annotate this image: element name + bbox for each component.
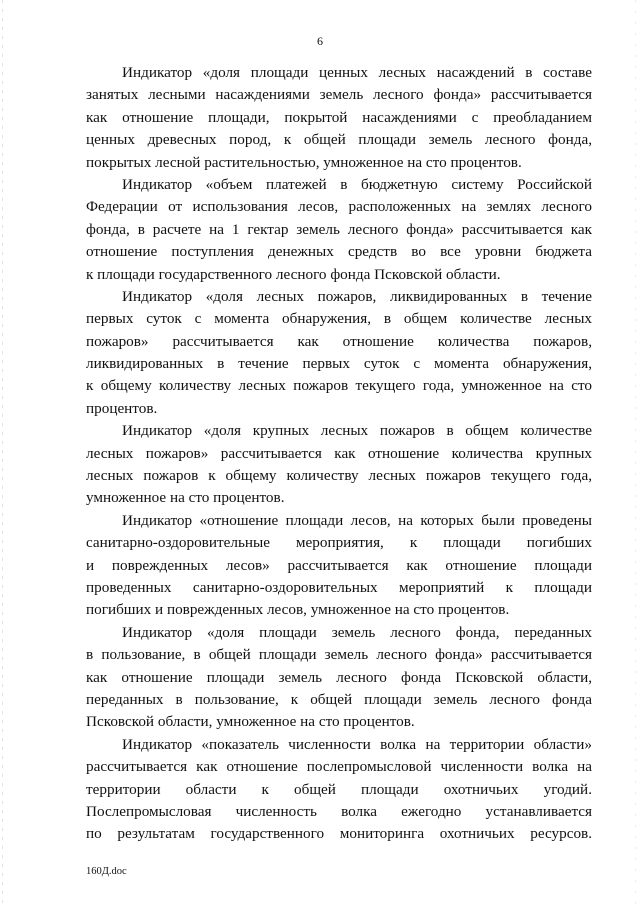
- body-text: [86, 62, 592, 846]
- paragraph-line: лесных пожаров к общему количеству лесных пожаров текущего года,: [86, 467, 592, 485]
- paragraph-line: Индикатор «доля крупных лесных пожаров в общем количестве: [122, 422, 592, 440]
- paragraph-line: по результатам государственного мониторинга охотничьих ресурсов.: [86, 825, 592, 843]
- paragraph-line: процентов.: [86, 399, 158, 417]
- paragraph-line: и поврежденных лесов» рассчитывается как отношение площади: [86, 556, 592, 574]
- paragraph-line: Псковской области, умноженное на сто процентов.: [86, 713, 415, 731]
- paragraph-line: переданных в пользование, к общей площади земель лесного фонда: [86, 690, 592, 708]
- paragraph-line: первых суток с момента обнаружения, в общем количестве лесных: [86, 310, 592, 328]
- paragraph-budget-payments: [86, 174, 592, 286]
- paragraph-line: умноженное на сто процентов.: [86, 489, 285, 507]
- paragraph-line: Индикатор «доля площади ценных лесных насаждений в составе: [122, 64, 592, 81]
- paragraph-line: Послепромысловая численность волка ежегодно устанавливается: [86, 802, 592, 820]
- paragraph-line: Индикатор «отношение площади лесов, на которых были проведены: [122, 511, 592, 529]
- paragraph-line: в пользование, в общей площади земель лесного фонда» рассчитывается: [86, 646, 592, 664]
- paragraph-line: фонда, в расчете на 1 гектар земель лесного фонда» рассчитывается как: [86, 220, 592, 238]
- paragraph-line: лесных пожаров» рассчитывается как отношение количества крупных: [86, 444, 592, 462]
- paragraph-line: покрытых лесной растительностью, умноженное на сто процентов.: [86, 153, 522, 171]
- paragraph-line: Индикатор «доля площади земель лесного фонда, переданных: [122, 623, 592, 641]
- paragraph-land-in-use: [86, 622, 592, 734]
- paragraph-line: рассчитывается как отношение послепромысловой численности волка на: [86, 758, 592, 776]
- paragraph-line: отношение поступления денежных средств во все уровни бюджета: [86, 243, 592, 261]
- paragraph-line: территории области к общей площади охотничьих угодий.: [86, 780, 592, 798]
- paragraph-line: Индикатор «доля лесных пожаров, ликвидированных в течение: [122, 287, 592, 305]
- paragraph-line: санитарно-оздоровительные мероприятия, к площади погибших: [86, 534, 592, 552]
- paragraph-line: погибших и поврежденных лесов, умноженное на сто процентов.: [86, 601, 510, 619]
- paragraph-line: занятых лесными насаждениями земель лесного фонда» рассчитывается: [86, 86, 592, 104]
- page-number: 6: [317, 34, 323, 48]
- paragraph-line: ценных древесных пород, к общей площади земель лесного фонда,: [86, 131, 592, 149]
- paragraph-line: как отношение площади, покрытой насаждениями с преобладанием: [86, 108, 592, 126]
- scan-edge-right: [635, 0, 636, 905]
- paragraph-large-fires: [86, 420, 592, 510]
- paragraph-line: пожаров» рассчитывается как отношение количества пожаров,: [86, 332, 592, 350]
- paragraph-line: Федерации от использования лесов, расположенных на землях лесного: [86, 198, 592, 216]
- paragraph-sanitary-measures: [86, 510, 592, 622]
- paragraph-line: ликвидированных в течение первых суток с момента обнаружения,: [86, 355, 592, 373]
- paragraph-line: к общему количеству лесных пожаров текущего года, умноженное на сто: [86, 377, 592, 395]
- paragraph-line: как отношение площади земель лесного фонда Псковской области,: [86, 668, 592, 686]
- paragraph-first-day-fires: [86, 286, 592, 420]
- paragraph-line: Индикатор «объем платежей в бюджетную систему Российской: [122, 175, 592, 193]
- paragraph-line: Индикатор «показатель численности волка на территории области»: [122, 735, 592, 753]
- paragraph-valuable-forest-share: [86, 62, 592, 174]
- paragraph-wolf-population: [86, 734, 592, 846]
- paragraph-line: к площади государственного лесного фонда Псковской области.: [86, 265, 501, 283]
- footer-filename: 160Д.doc: [86, 866, 127, 877]
- paragraph-line: проведенных санитарно-оздоровительных мероприятий к площади: [86, 578, 592, 596]
- scan-edge-left: [2, 0, 3, 905]
